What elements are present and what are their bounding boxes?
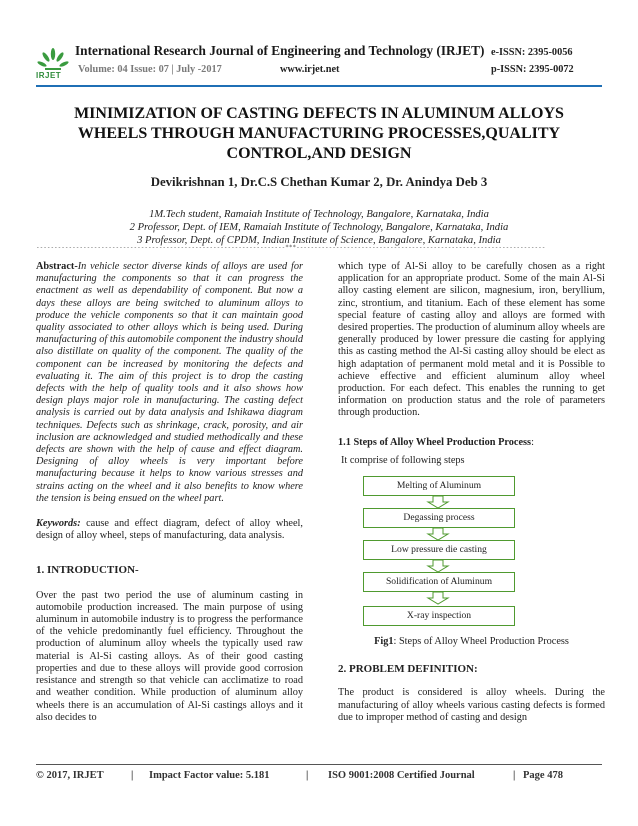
author-list: [40, 175, 598, 190]
steps-heading: [338, 437, 605, 449]
intro-text: Over the past two period the use of aluminum casting in automobile production increased. The main purpose of using aluminum in automobile industry is to progress the performance of the vehicle predominantly fuel efficiency. Throughout the production of aluminum alloy wheels the typically used raw material is Al-Si casting alloys. As of their good casting properties and due to these alloys will provide good corrosion resistance and strength so that vehicle can acclimatize to road and weather condition. While production of aluminum alloy wheels there is an accumulation of Al-Si castings alloys and it also decides to: [36, 589, 303, 723]
figure-caption: [338, 636, 605, 648]
flow-step-die-casting: Low pressure die casting: [363, 540, 515, 560]
volume-info: Volume: 04 Issue: 07 | July -2017: [78, 64, 222, 75]
right-column: [338, 261, 605, 724]
section-separator: ---------------------------------------------------------------------***---------------------------------------------------------------------: [36, 244, 546, 251]
abstract-text: In vehicle sector diverse kinds of alloys are used for manufacturing the components so that it can progress the enactment as well as dependability of component. But now a days these alloys are being switched to aluminum alloys to produce the vehicle components so that it can maintain good quality associated to other alloys which is being used. During manufacturing of this automobile component the industry should also distillate on quality of the component. The quality of the component can be increased by monitoring the defects and evaluating it. The aim of this project is to drop the casting defects with the help of quality tools and it also shows how design plays major role in manufacturing. The casting defect analysis is carried out by data analysis and Ishikawa diagram techniques. Defects such as shrinkage, crack, porosity, and air inclusion are acknowledged and studied methodically and these defects are shown with the help of cause and effect diagram. Designing of alloy wheels is very important before manufacturing because it helps to know various stresses and strains acting on the wheel and it also benefits to know where the tension is being ensued on the wheel part.: [36, 261, 303, 504]
footer-copyright: © 2017, IRJET: [36, 770, 104, 781]
keywords: [36, 518, 303, 542]
header-divider: [36, 85, 602, 87]
keywords-label: Keywords:: [36, 518, 81, 530]
flow-step-degassing: Degassing process: [363, 508, 515, 528]
process-flowchart: [338, 472, 605, 630]
figure-caption-text: : Steps of Alloy Wheel Production Process: [393, 636, 569, 648]
pissn: p-ISSN: 2395-0072: [491, 64, 574, 75]
journal-header: [36, 42, 602, 82]
figure-label: Fig1: [374, 636, 394, 648]
problem-text: The product is considered is alloy wheels. During the manufacturing of alloy wheels various casting defects is formed due to improper method of casting and design: [338, 687, 605, 723]
footer-page: Page 478: [523, 770, 563, 781]
footer-separator: |: [306, 770, 309, 781]
footer-impact: Impact Factor value: 5.181: [149, 770, 270, 781]
intro-heading: 1. INTRODUCTION-: [36, 564, 139, 577]
logo-text: IRJET: [36, 71, 62, 80]
flow-step-melting: Melting of Aluminum: [363, 476, 515, 496]
flow-step-solidification: Solidification of Aluminum: [363, 572, 515, 592]
footer-divider: [36, 764, 602, 765]
steps-lead: It comprise of following steps: [341, 454, 465, 466]
eissn: e-ISSN: 2395-0056: [491, 47, 573, 58]
affiliation-1: 1M.Tech student, Ramaiah Institute of Technology, Bangalore, Karnataka, India: [149, 209, 489, 220]
steps-heading-colon: :: [531, 436, 534, 448]
footer-separator: |: [513, 770, 516, 781]
keywords-text: cause and effect diagram, defect of alloy wheel, design of alloy wheel, steps of manufacturing, data analysis.: [36, 518, 303, 542]
affiliation-3: 3 Professor, Dept. of CPDM, Indian Institute of Science, Bangalore, Karnataka, India: [137, 235, 501, 246]
footer-separator: |: [131, 770, 134, 781]
authors-text: Devikrishnan 1, Dr.C.S Chethan Kumar 2, Dr. Anindya Deb 3: [150, 175, 488, 189]
down-arrow-icon: [426, 592, 450, 605]
flow-step-xray: X-ray inspection: [363, 606, 515, 626]
intro-continuation: which type of Al-Si alloy to be carefully chosen as a right application for an appropriate product. Some of the main Al-Si alloy casting element are silicon, magnesium, iron, beryllium, zinc, strontium, and titanium. Each of these element has some special feature of casting alloy and alloys are formed with desired properties. The production of aluminum alloy wheels are generally produced by lower pressure die casting for applying this as casting method the Al-Si casting alloy should be elect as high adaptation of permanent mold metal and it is Possible to achieve effective and efficient aluminum alloy wheel production. For each defect. This enables the running to get information on production status and the role of parameters through production.: [338, 261, 605, 419]
affiliation-2: 2 Professor, Dept. of IEM, Ramaiah Institute of Technology, Bangalore, Karnataka, India: [129, 222, 509, 233]
steps-heading-text: 1.1 Steps of Alloy Wheel Production Process: [338, 436, 532, 448]
abstract: [36, 261, 303, 505]
paper-title: MINIMIZATION OF CASTING DEFECTS IN ALUMINUM ALLOYS WHEELS THROUGH MANUFACTURING PROCESSES,QUALITY CONTROL,AND DESIGN: [74, 105, 564, 162]
abstract-label: Abstract-: [36, 261, 78, 272]
website-link[interactable]: www.irjet.net: [280, 64, 340, 75]
left-column: [36, 261, 303, 724]
footer-iso: ISO 9001:2008 Certified Journal: [328, 770, 475, 781]
problem-heading: 2. PROBLEM DEFINITION:: [338, 663, 478, 676]
journal-name: International Research Journal of Engineering and Technology (IRJET): [75, 43, 485, 58]
